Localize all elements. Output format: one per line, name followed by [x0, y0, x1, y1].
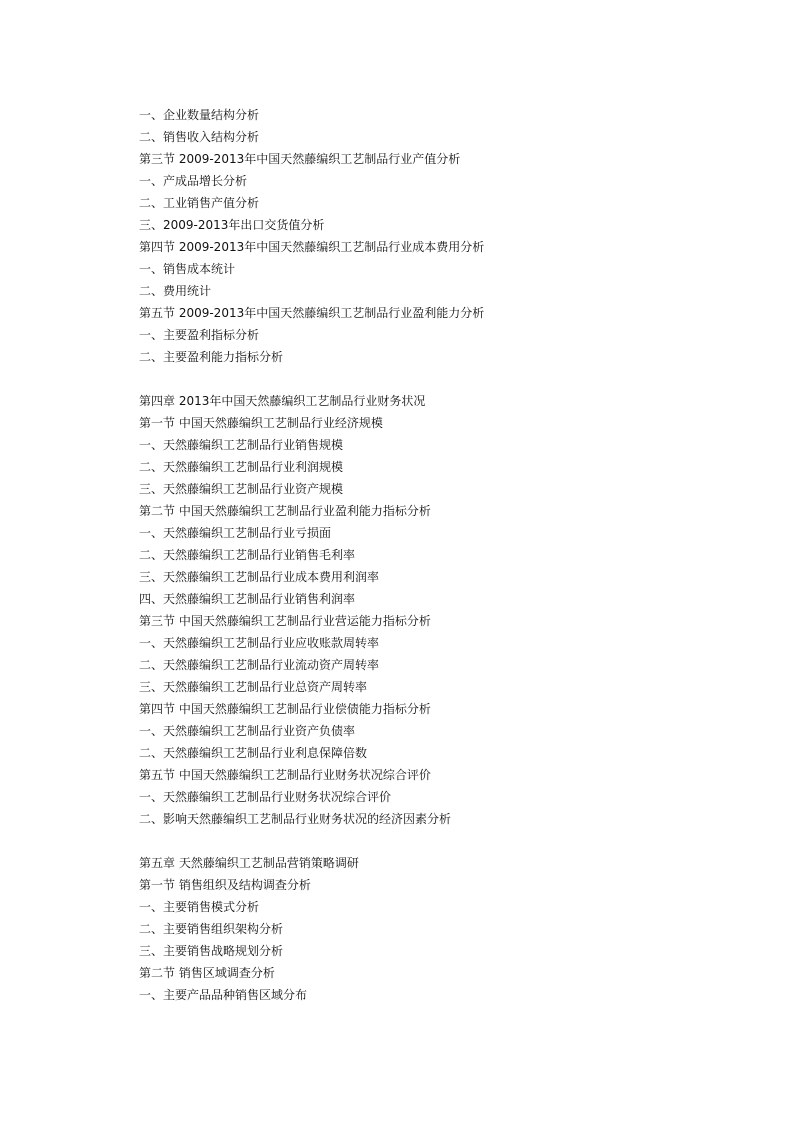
toc-line: 二、销售收入结构分析 — [139, 130, 260, 144]
toc-line: 三、主要销售战略规划分析 — [139, 944, 284, 958]
toc-section-heading: 第四节 2009-2013年中国天然藤编织工艺制品行业成本费用分析 — [139, 240, 485, 254]
toc-section-heading: 第一节 销售组织及结构调查分析 — [139, 878, 311, 892]
toc-chapter-heading: 第五章 天然藤编织工艺制品营销策略调研 — [139, 856, 359, 870]
toc-line: 一、天然藤编织工艺制品行业亏损面 — [139, 526, 332, 540]
toc-line: 一、天然藤编织工艺制品行业应收账款周转率 — [139, 636, 380, 650]
toc-line: 一、天然藤编织工艺制品行业销售规模 — [139, 438, 344, 452]
chapter-spacer — [139, 830, 759, 852]
toc-line: 四、天然藤编织工艺制品行业销售利润率 — [139, 592, 356, 606]
toc-line: 二、天然藤编织工艺制品行业流动资产周转率 — [139, 658, 380, 672]
toc-line: 一、主要盈利指标分析 — [139, 328, 260, 342]
toc-line: 二、天然藤编织工艺制品行业销售毛利率 — [139, 548, 356, 562]
toc-chapter-heading: 第四章 2013年中国天然藤编织工艺制品行业财务状况 — [139, 394, 426, 408]
toc-line: 二、天然藤编织工艺制品行业利息保障倍数 — [139, 746, 368, 760]
toc-section-heading: 第二节 中国天然藤编织工艺制品行业盈利能力指标分析 — [139, 504, 431, 518]
toc-line: 一、产成品增长分析 — [139, 174, 248, 188]
chapter-spacer — [139, 368, 759, 390]
toc-line: 二、工业销售产值分析 — [139, 196, 260, 210]
toc-line: 一、企业数量结构分析 — [139, 108, 260, 122]
toc-line: 三、天然藤编织工艺制品行业成本费用利润率 — [139, 570, 380, 584]
toc-line: 二、主要盈利能力指标分析 — [139, 350, 284, 364]
toc-line: 一、主要产品品种销售区域分布 — [139, 988, 308, 1002]
toc-line: 二、主要销售组织架构分析 — [139, 922, 284, 936]
toc-line: 二、天然藤编织工艺制品行业利润规模 — [139, 460, 344, 474]
toc-section-heading: 第四节 中国天然藤编织工艺制品行业偿债能力指标分析 — [139, 702, 431, 716]
toc-line: 三、天然藤编织工艺制品行业总资产周转率 — [139, 680, 368, 694]
toc-section-heading: 第一节 中国天然藤编织工艺制品行业经济规模 — [139, 416, 383, 430]
toc-section-heading: 第二节 销售区域调查分析 — [139, 966, 275, 980]
document-page — [139, 104, 759, 1006]
toc-section-heading: 第三节 中国天然藤编织工艺制品行业营运能力指标分析 — [139, 614, 431, 628]
toc-line: 一、主要销售模式分析 — [139, 900, 260, 914]
toc-line: 一、天然藤编织工艺制品行业资产负债率 — [139, 724, 356, 738]
toc-line: 三、天然藤编织工艺制品行业资产规模 — [139, 482, 344, 496]
toc-line: 二、费用统计 — [139, 284, 212, 298]
toc-section-heading: 第五节 中国天然藤编织工艺制品行业财务状况综合评价 — [139, 768, 431, 782]
toc-section-heading: 第五节 2009-2013年中国天然藤编织工艺制品行业盈利能力分析 — [139, 306, 485, 320]
toc-line: 一、销售成本统计 — [139, 262, 236, 276]
toc-section-heading: 第三节 2009-2013年中国天然藤编织工艺制品行业产值分析 — [139, 152, 461, 166]
toc-line: 二、影响天然藤编织工艺制品行业财务状况的经济因素分析 — [139, 812, 452, 826]
toc-line: 一、天然藤编织工艺制品行业财务状况综合评价 — [139, 790, 392, 804]
toc-line: 三、2009-2013年出口交货值分析 — [139, 218, 325, 232]
